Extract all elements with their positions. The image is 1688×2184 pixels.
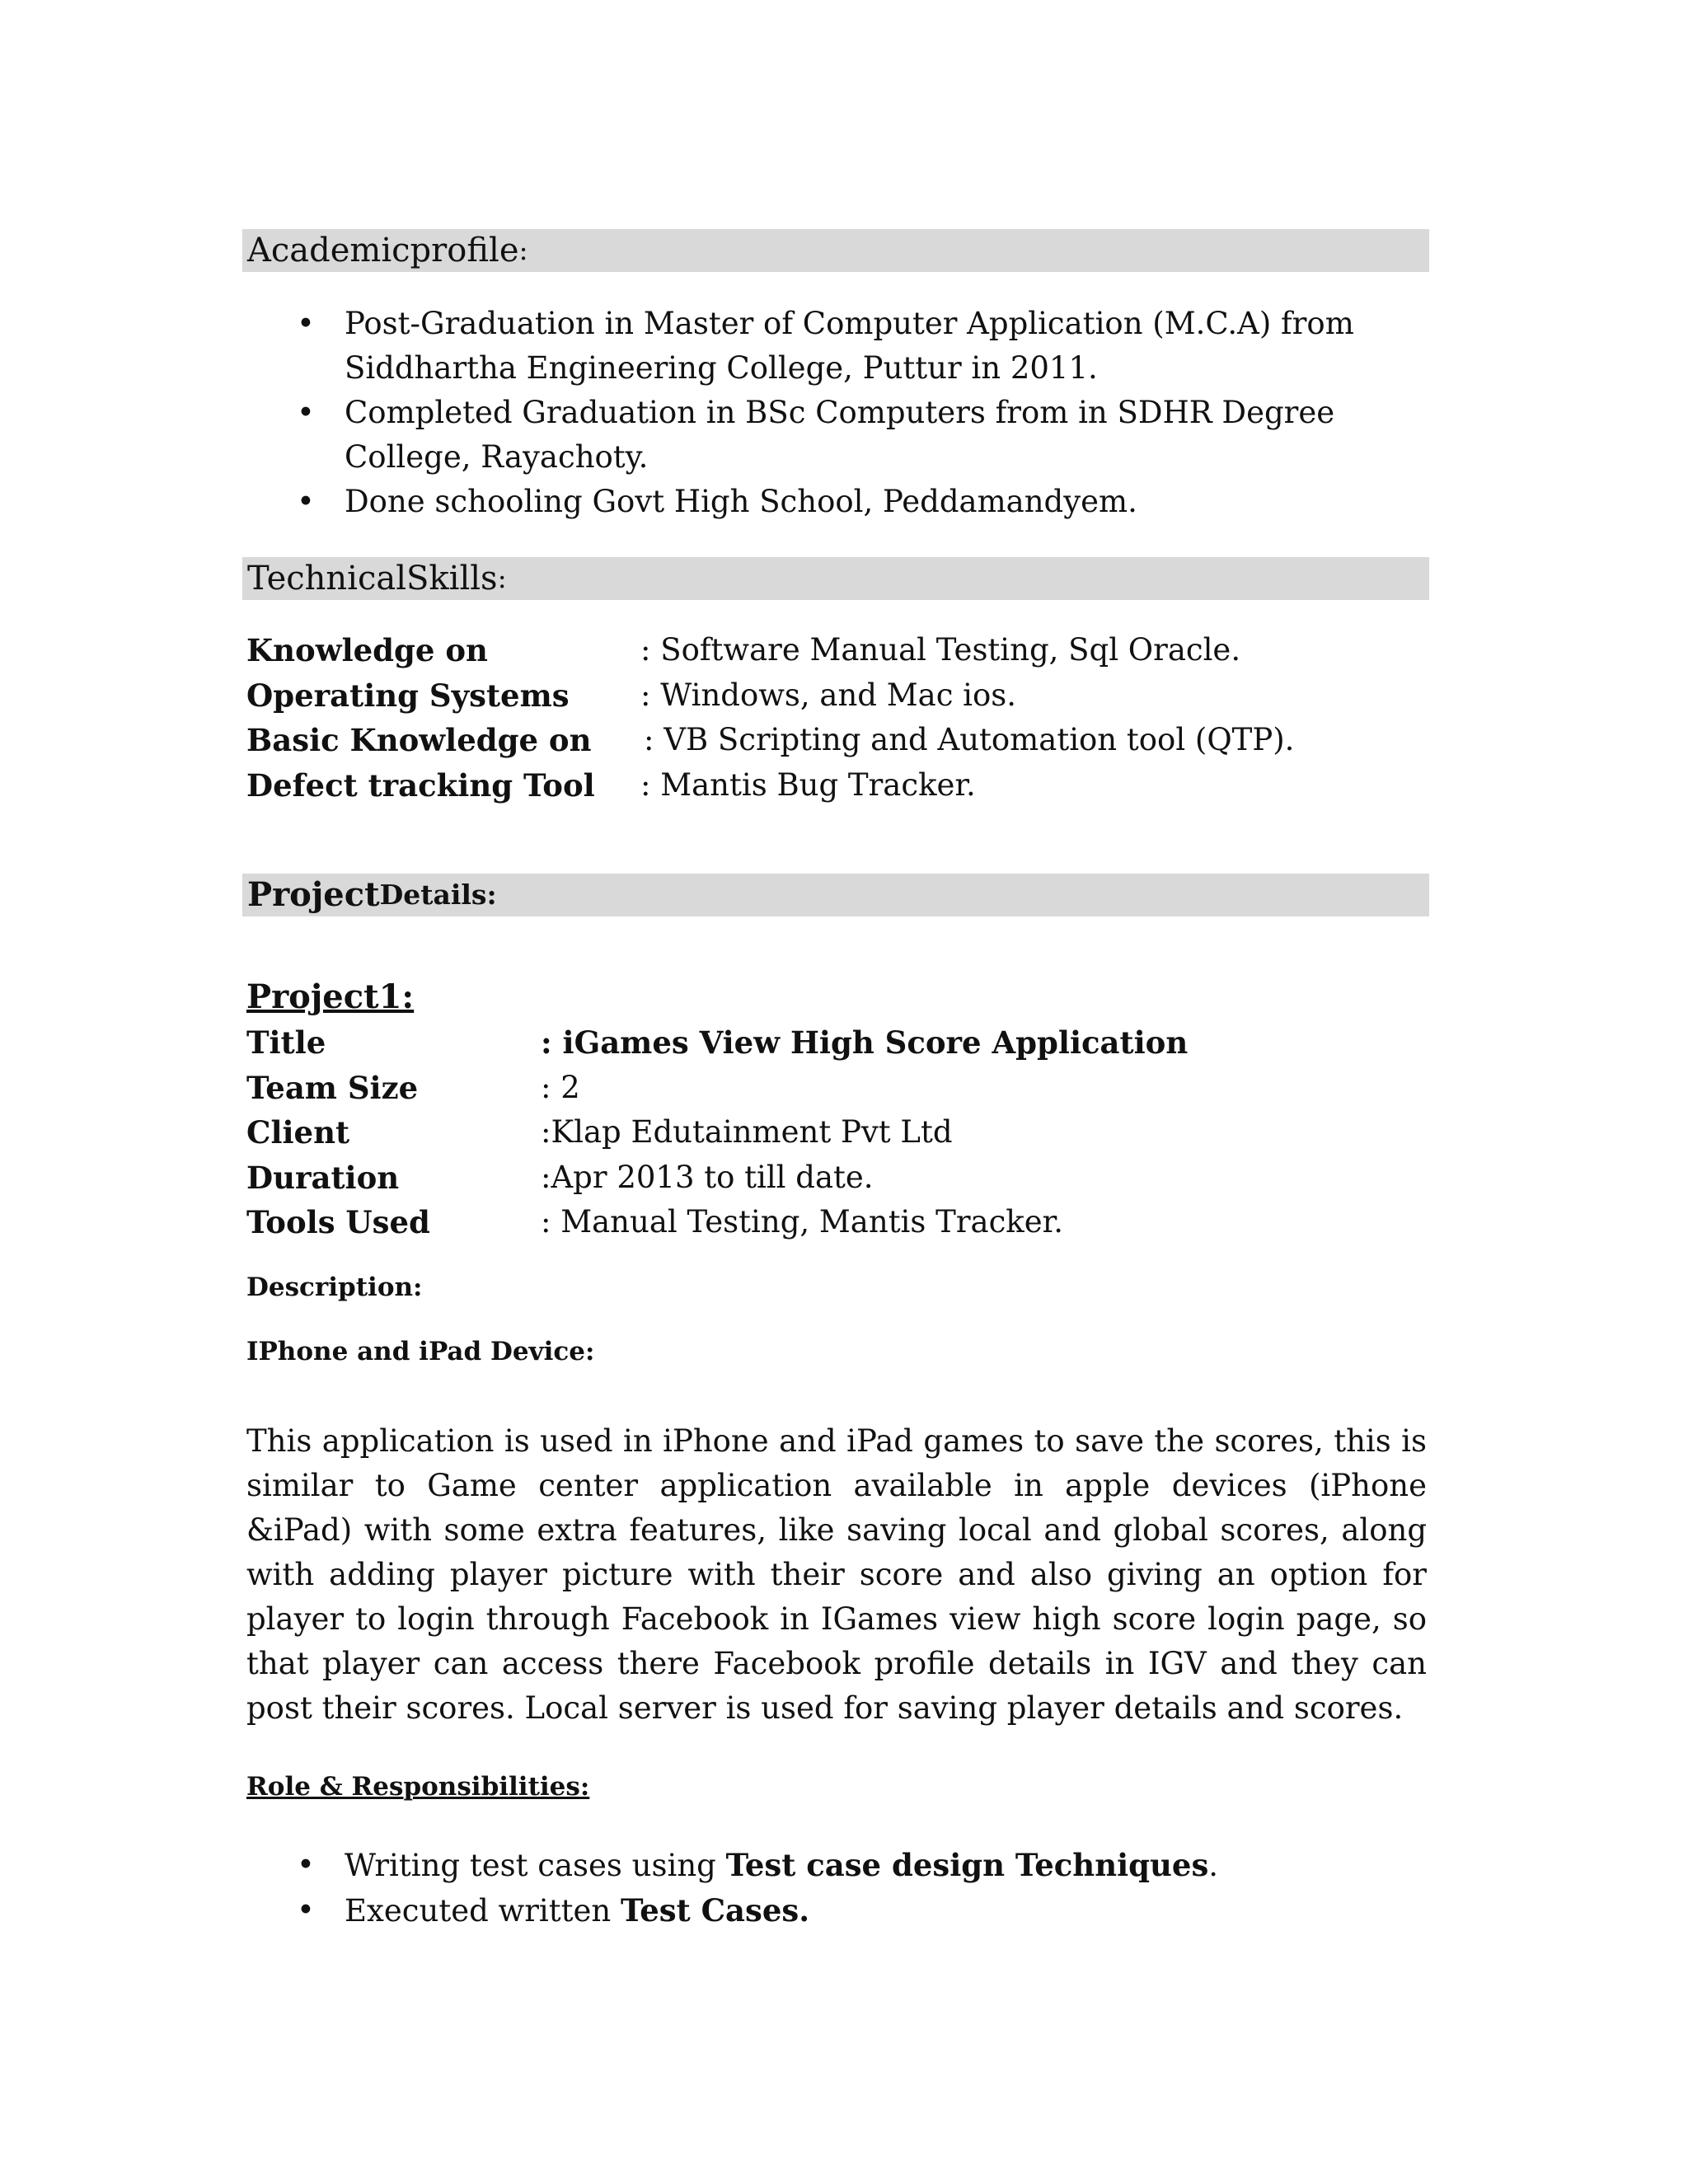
project-description: This application is used in iPhone and iPad games to save the scores, this is similar to Game center application available in apple devices (iPhone &iPad) with some extra features, like saving local and global scores, along with adding player picture with their score and also giving an option for player to login through Facebook in IGames view high score login page, so that player can access there Facebook profile details in IGV and they can post their scores. Local server is used for saving player details and scores. — [246, 1423, 1427, 1726]
roles-label: Role & Responsibilities: — [246, 1772, 590, 1802]
technical-skills-title: TechnicalSkills — [247, 560, 498, 598]
role-item: • Writing test cases using Test case design Techniques. — [297, 1847, 1219, 1883]
project-row: Tools Used : Manual Testing, Mantis Tracker. — [246, 1204, 1063, 1240]
project-details-title: Project — [247, 875, 380, 914]
project-row: Team Size : 2 — [246, 1069, 580, 1106]
skill-row: Basic Knowledge on : VB Scripting and Automation tool (QTP). — [246, 722, 1295, 758]
technical-skills-table — [246, 628, 1294, 808]
academic-item: • Post-Graduation in Master of Computer Application (M.C.A) from Siddhartha Engineering College, Puttur in 2011. — [297, 306, 1354, 386]
project1-heading: Project1: — [246, 977, 415, 1016]
technical-skills-header: TechnicalSkills : — [242, 557, 1429, 600]
academic-list — [242, 302, 1429, 524]
academic-item: • Completed Graduation in BSc Computers from in SDHR Degree College, Rayachoty. — [297, 395, 1335, 475]
academic-item: • Done schooling Govt High School, Peddamandyem. — [297, 484, 1137, 519]
skill-row: Operating Systems : Windows, and Mac ios. — [246, 677, 1017, 714]
project1-details — [246, 1020, 1188, 1245]
academic-profile-title: Academicprofile — [247, 232, 519, 269]
skill-row: Knowledge on : Software Manual Testing, Sql Oracle. — [246, 632, 1241, 668]
role-item: • Executed written Test Cases. — [297, 1892, 810, 1929]
device-label: IPhone and iPad Device: — [246, 1337, 595, 1366]
skill-row: Defect tracking Tool : Mantis Bug Tracker. — [246, 766, 976, 804]
project-details-header: Project Details: — [242, 874, 1429, 916]
project-row: Duration :Apr 2013 to till date. — [246, 1159, 874, 1196]
project-row: Client :Klap Edutainment Pvt Ltd — [246, 1114, 953, 1151]
academic-profile-header: Academicprofile : — [242, 229, 1429, 272]
roles-list — [242, 1843, 1429, 1933]
description-label: Description: — [246, 1272, 423, 1302]
project-row: Title : iGames View High Score Application — [246, 1024, 1189, 1061]
